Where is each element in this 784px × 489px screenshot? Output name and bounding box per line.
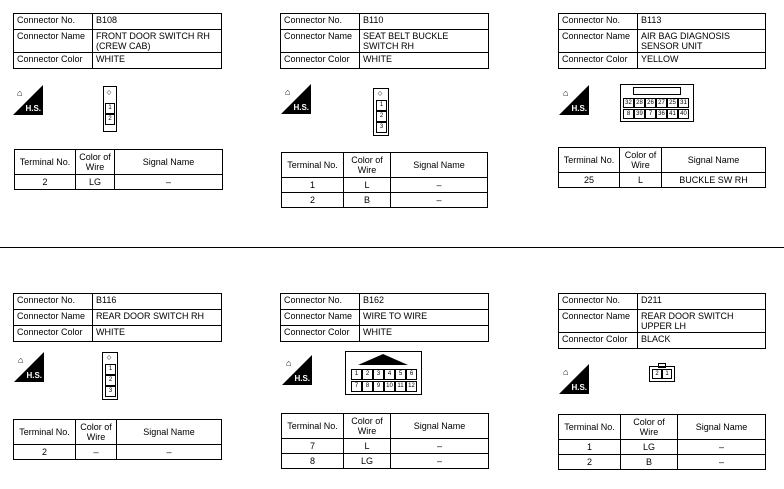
connector-info-table: Connector No. B110 Connector Name SEAT BELT BUCKLE SWITCH RH Connector Color WHITE [280,13,489,69]
connector-no: B110 [360,14,489,30]
connector-no: B162 [360,294,489,310]
connector-name: AIR BAG DIAGNOSIS SENSOR UNIT [638,30,766,53]
table-row: 2 B – [559,455,766,470]
terminal-table-b110: Terminal No. Color of Wire Signal Name 1 L – 2 B – [281,152,488,208]
terminal-table-b113: Terminal No. Color of Wire Signal Name 25 L BUCKLE SW RH [558,147,766,188]
label-connector-color: Connector Color [14,53,93,69]
connector-color: BLACK [638,333,766,349]
connector-no: B113 [638,14,766,30]
connector-block-b113 [558,13,766,69]
connector-name: REAR DOOR SWITCH RH [93,310,222,326]
terminal-table-d211: Terminal No. Color of Wire Signal Name 1 LG – 2 B – [558,414,766,470]
label-connector-no: Connector No. [14,14,93,30]
connector-info-table: Connector No. D211 Connector Name REAR DOOR SWITCH UPPER LH Connector Color BLACK [558,293,766,349]
connector-face-b113: 32 28 26 27 25 31 8 39 7 36 41 40 [620,84,694,122]
connector-name: SEAT BELT BUCKLE SWITCH RH [360,30,489,53]
connector-latch-icon [346,352,421,366]
connector-name: REAR DOOR SWITCH UPPER LH [638,310,766,333]
connector-color: WHITE [93,326,222,342]
connector-info-table: Connector No. B116 Connector Name REAR DOOR SWITCH RH Connector Color WHITE [13,293,222,342]
hs-badge-icon: ⌂ H.S. [13,85,43,115]
connector-info-table: Connector No. B113 Connector Name AIR BAG DIAGNOSIS SENSOR UNIT Connector Color YELLOW [558,13,766,69]
connector-info-table [13,13,222,69]
connector-name: WIRE TO WIRE [360,310,489,326]
hs-badge-icon: ⌂ H.S. [559,364,589,394]
connector-block-b116 [13,293,222,342]
hs-badge-icon: ⌂ H.S. [281,84,311,114]
table-row: 8 LG – [282,454,489,469]
connector-face-d211: 2 1 [649,366,675,382]
connector-face-b110: ◇ 1 2 3 [373,88,389,136]
terminal-table-b108: Terminal No. Color of Wire Signal Name 2 LG – [14,149,223,190]
table-row: 2 – – [14,445,222,460]
table-row: 25 L BUCKLE SW RH [559,173,766,188]
connector-face-b162: 1 2 3 4 5 6 7 8 9 10 11 12 [345,351,422,395]
table-row: 2 LG – [15,175,223,190]
terminal-table-b162: Terminal No. Color of Wire Signal Name 7 L – 8 LG – [281,413,489,469]
connector-color: WHITE [93,53,222,69]
connector-block-b108 [13,13,222,69]
terminal-table-b116: Terminal No. Color of Wire Signal Name 2 – – [13,419,222,460]
connector-color: WHITE [360,326,489,342]
table-row: 1 LG – [559,440,766,455]
hs-badge-icon: ⌂ H.S. [282,355,312,385]
hs-badge-icon: ⌂ H.S. [14,352,44,382]
connector-no: B116 [93,294,222,310]
connector-face-b108: ◇ 1 2 [103,86,117,132]
connector-block-b162 [280,293,489,342]
connector-no: D211 [638,294,766,310]
table-row: 1 L – [282,178,488,193]
connector-color: YELLOW [638,53,766,69]
table-row: 2 B – [282,193,488,208]
connector-face-b116: ◇ 1 2 3 [102,352,118,400]
hs-badge-icon: ⌂ H.S. [559,85,589,115]
table-row: 7 L – [282,439,489,454]
section-divider [0,247,784,248]
connector-block-b110 [280,13,489,69]
connector-color: WHITE [360,53,489,69]
connector-name: FRONT DOOR SWITCH RH (CREW CAB) [93,30,222,53]
connector-block-d211 [558,293,766,349]
connector-info-table: Connector No. B162 Connector Name WIRE TO WIRE Connector Color WHITE [280,293,489,342]
label-connector-name: Connector Name [14,30,93,53]
connector-no: B108 [93,14,222,30]
